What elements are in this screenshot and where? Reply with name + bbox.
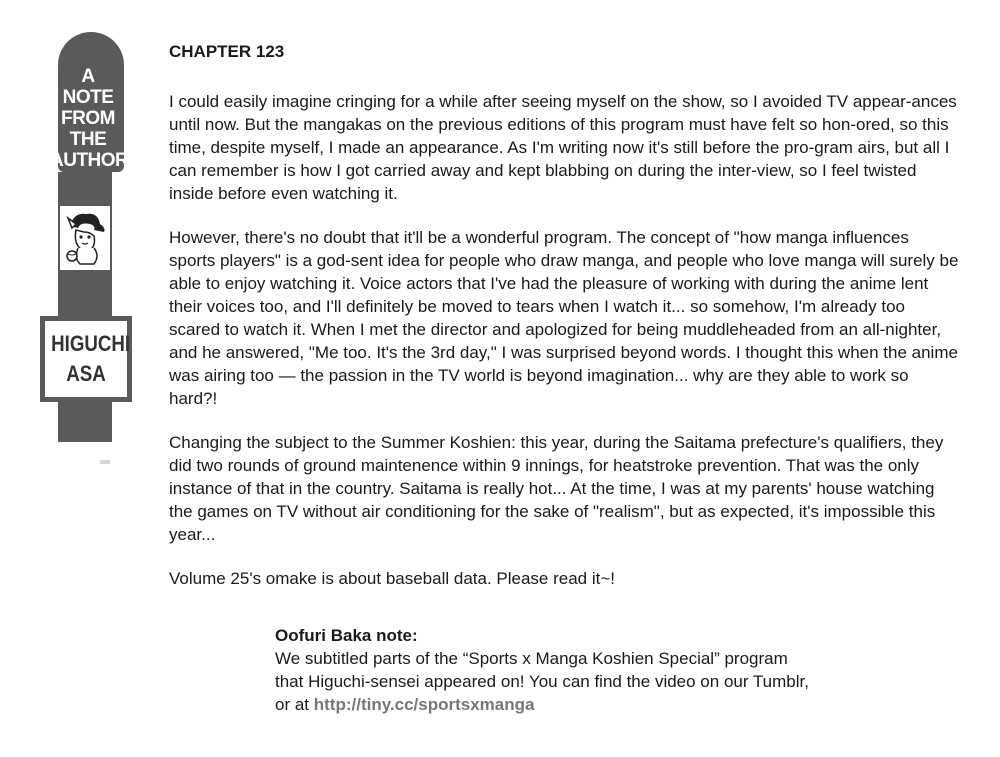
author-portrait-icon [58,204,112,272]
author-name-box [40,316,132,402]
note-title: Oofuri Baka note: [275,626,418,645]
tumblr-link[interactable]: http://tiny.cc/sportsxmanga [313,695,535,714]
heading-line: THE [69,129,107,150]
note-line [275,693,875,716]
paragraph: Changing the subject to the Summer Koshien: this year, during the Saitama prefecture's qualifiers, they did two rounds of ground maintenence within 9 innings, for heatstroke prevention. That was the only instance of that in the country. Saitama is really hot... At the time, I was at my parents' house watching the games on TV without air conditioning for the sake of "realism", but as expected, it's impossible this year... [169,433,944,544]
note-line-prefix: or at [275,695,314,714]
banner-tail [100,460,110,464]
heading-line: FROM [61,108,115,129]
paragraph: Volume 25's omake is about baseball data. Please read it~! [169,569,616,588]
paragraph: However, there's no doubt that it'll be a wonderful program. The concept of "how manga influences sports players" is a god-sent idea for people who draw manga, and people who love manga will surely be able to enjoy watching it. Voice actors that I've had the pleasure of working with during the anime lent their voices too, and I'll definitely be moved to tears when I watch it... so somehow, I'm already too scared to watch it. When I met the director and apologized for being muddleheaded from an all-nighter, and he answered, "Me too. It's the 3rd day," I was surprised beyond words. I thought this when the anime was airing too — the passion in the TV world is beyond imagination... why are they able to work so hard?! [169,228,959,408]
chapter-title: CHAPTER 123 [169,42,285,61]
heading-line: AUTHOR [50,150,129,171]
banner-stem [58,172,112,206]
author-note-heading [50,66,129,171]
note-line: We subtitled parts of the “Sports x Manga Koshien Special” program [275,649,788,668]
author-name-line: ASA [66,361,106,386]
cat-mascot-icon [60,206,110,270]
author-name-line: HIGUCHI [51,331,131,356]
heading-line: A [81,66,95,87]
author-note-body [169,40,959,611]
heading-line: NOTE [62,87,114,108]
translator-note [275,624,875,716]
paragraph: I could easily imagine cringing for a while after seeing myself on the show, so I avoided TV appear-ances until now. But the mangakas on the previous editions of this program must have felt so hon-ored, so this time, despite myself, I made an appearance. As I'm writing now it's still before the pro-gram airs, but all I can remember is how I got carried away and kept blabbing on during the inter-view, so I feel twisted inside before even watching it. [169,92,957,203]
note-line: that Higuchi-sensei appeared on! You can find the video on our Tumblr, [275,672,809,691]
